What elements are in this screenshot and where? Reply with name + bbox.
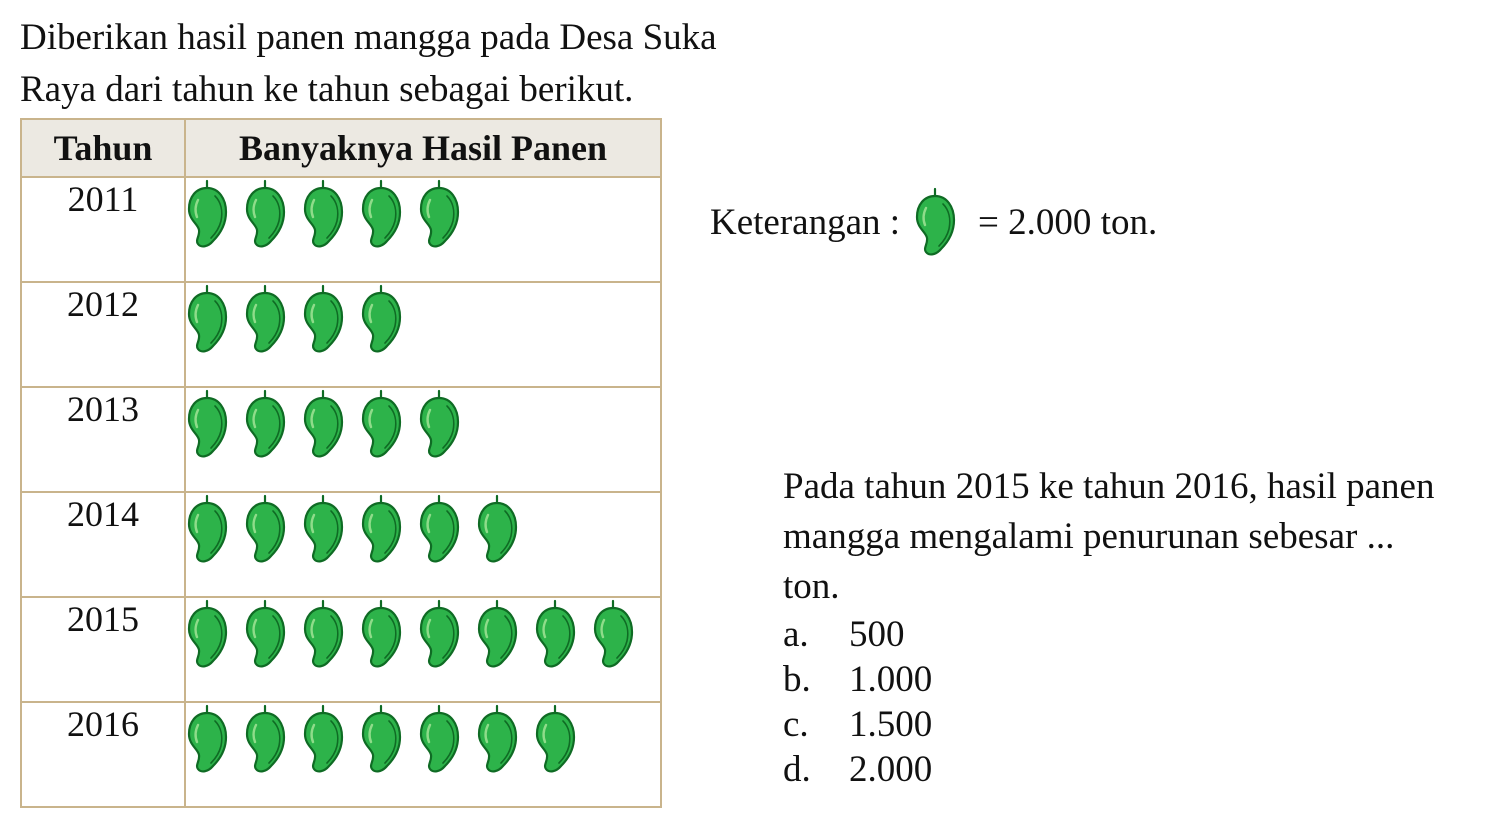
mango-icon bbox=[360, 388, 402, 460]
mango-icon bbox=[302, 598, 344, 670]
mango-icon bbox=[186, 493, 228, 565]
option-letter: d. bbox=[783, 749, 811, 790]
pictogram-table bbox=[20, 118, 662, 808]
mango-icon bbox=[186, 598, 228, 670]
mango-icon bbox=[360, 703, 402, 775]
mango-icon bbox=[476, 493, 518, 565]
legend-value: = 2.000 ton. bbox=[978, 201, 1158, 243]
mango-icon bbox=[244, 598, 286, 670]
mango-icon bbox=[592, 598, 634, 670]
legend-label: Keterangan : bbox=[710, 201, 901, 243]
question-block bbox=[783, 462, 1483, 792]
table-row bbox=[21, 492, 661, 597]
icons-cell bbox=[185, 387, 661, 492]
year-cell: 2013 bbox=[21, 387, 185, 492]
table-row bbox=[21, 282, 661, 387]
mango-icon bbox=[418, 598, 460, 670]
icons-cell bbox=[185, 597, 661, 702]
year-cell: 2016 bbox=[21, 702, 185, 807]
mango-icon bbox=[244, 178, 286, 250]
year-cell: 2012 bbox=[21, 282, 185, 387]
mango-icon bbox=[418, 703, 460, 775]
mango-icon bbox=[186, 283, 228, 355]
icons-cell bbox=[185, 492, 661, 597]
mango-icon bbox=[418, 493, 460, 565]
icons-cell bbox=[185, 282, 661, 387]
intro-line-1: Diberikan hasil panen mangga pada Desa Suka bbox=[20, 17, 717, 58]
legend bbox=[710, 186, 1157, 258]
option-letter: b. bbox=[783, 659, 811, 700]
mango-icon bbox=[418, 388, 460, 460]
year-cell: 2015 bbox=[21, 597, 185, 702]
table-row bbox=[21, 387, 661, 492]
mango-icon bbox=[186, 388, 228, 460]
table-row bbox=[21, 702, 661, 807]
header-hasil-panen: Banyaknya Hasil Panen bbox=[185, 119, 661, 177]
table-row bbox=[21, 177, 661, 282]
mango-icon bbox=[360, 178, 402, 250]
question-line: mangga mengalami penurunan sebesar ... bbox=[783, 516, 1395, 557]
intro-text bbox=[20, 12, 820, 116]
mango-icon bbox=[360, 598, 402, 670]
mango-icon bbox=[914, 186, 956, 258]
mango-icon bbox=[476, 598, 518, 670]
option-text: 1.500 bbox=[849, 704, 933, 745]
mango-icon bbox=[244, 283, 286, 355]
mango-icon bbox=[534, 703, 576, 775]
option-text: 500 bbox=[849, 614, 905, 655]
year-cell: 2011 bbox=[21, 177, 185, 282]
mango-icon bbox=[360, 283, 402, 355]
option-letter: a. bbox=[783, 614, 809, 655]
option-b[interactable] bbox=[783, 657, 1483, 702]
option-letter: c. bbox=[783, 704, 809, 745]
mango-icon bbox=[302, 388, 344, 460]
mango-icon bbox=[244, 388, 286, 460]
mango-icon bbox=[302, 493, 344, 565]
table-row bbox=[21, 597, 661, 702]
icons-cell bbox=[185, 702, 661, 807]
mango-icon bbox=[302, 178, 344, 250]
mango-icon bbox=[534, 598, 576, 670]
option-a[interactable] bbox=[783, 612, 1483, 657]
mango-icon bbox=[244, 493, 286, 565]
mango-icon bbox=[244, 703, 286, 775]
header-tahun: Tahun bbox=[21, 119, 185, 177]
icons-cell bbox=[185, 177, 661, 282]
intro-line-2: Raya dari tahun ke tahun sebagai berikut. bbox=[20, 69, 634, 110]
year-cell: 2014 bbox=[21, 492, 185, 597]
answer-options bbox=[783, 612, 1483, 792]
option-text: 1.000 bbox=[849, 659, 933, 700]
mango-icon bbox=[186, 703, 228, 775]
question-line: ton. bbox=[783, 566, 840, 607]
mango-icon bbox=[186, 178, 228, 250]
mango-icon bbox=[418, 178, 460, 250]
mango-icon bbox=[360, 493, 402, 565]
mango-icon bbox=[302, 283, 344, 355]
option-d[interactable] bbox=[783, 747, 1483, 792]
question-line: Pada tahun 2015 ke tahun 2016, hasil panen bbox=[783, 466, 1435, 507]
option-text: 2.000 bbox=[849, 749, 933, 790]
mango-icon bbox=[302, 703, 344, 775]
table-header-row bbox=[21, 119, 661, 177]
option-c[interactable] bbox=[783, 702, 1483, 747]
mango-icon bbox=[476, 703, 518, 775]
